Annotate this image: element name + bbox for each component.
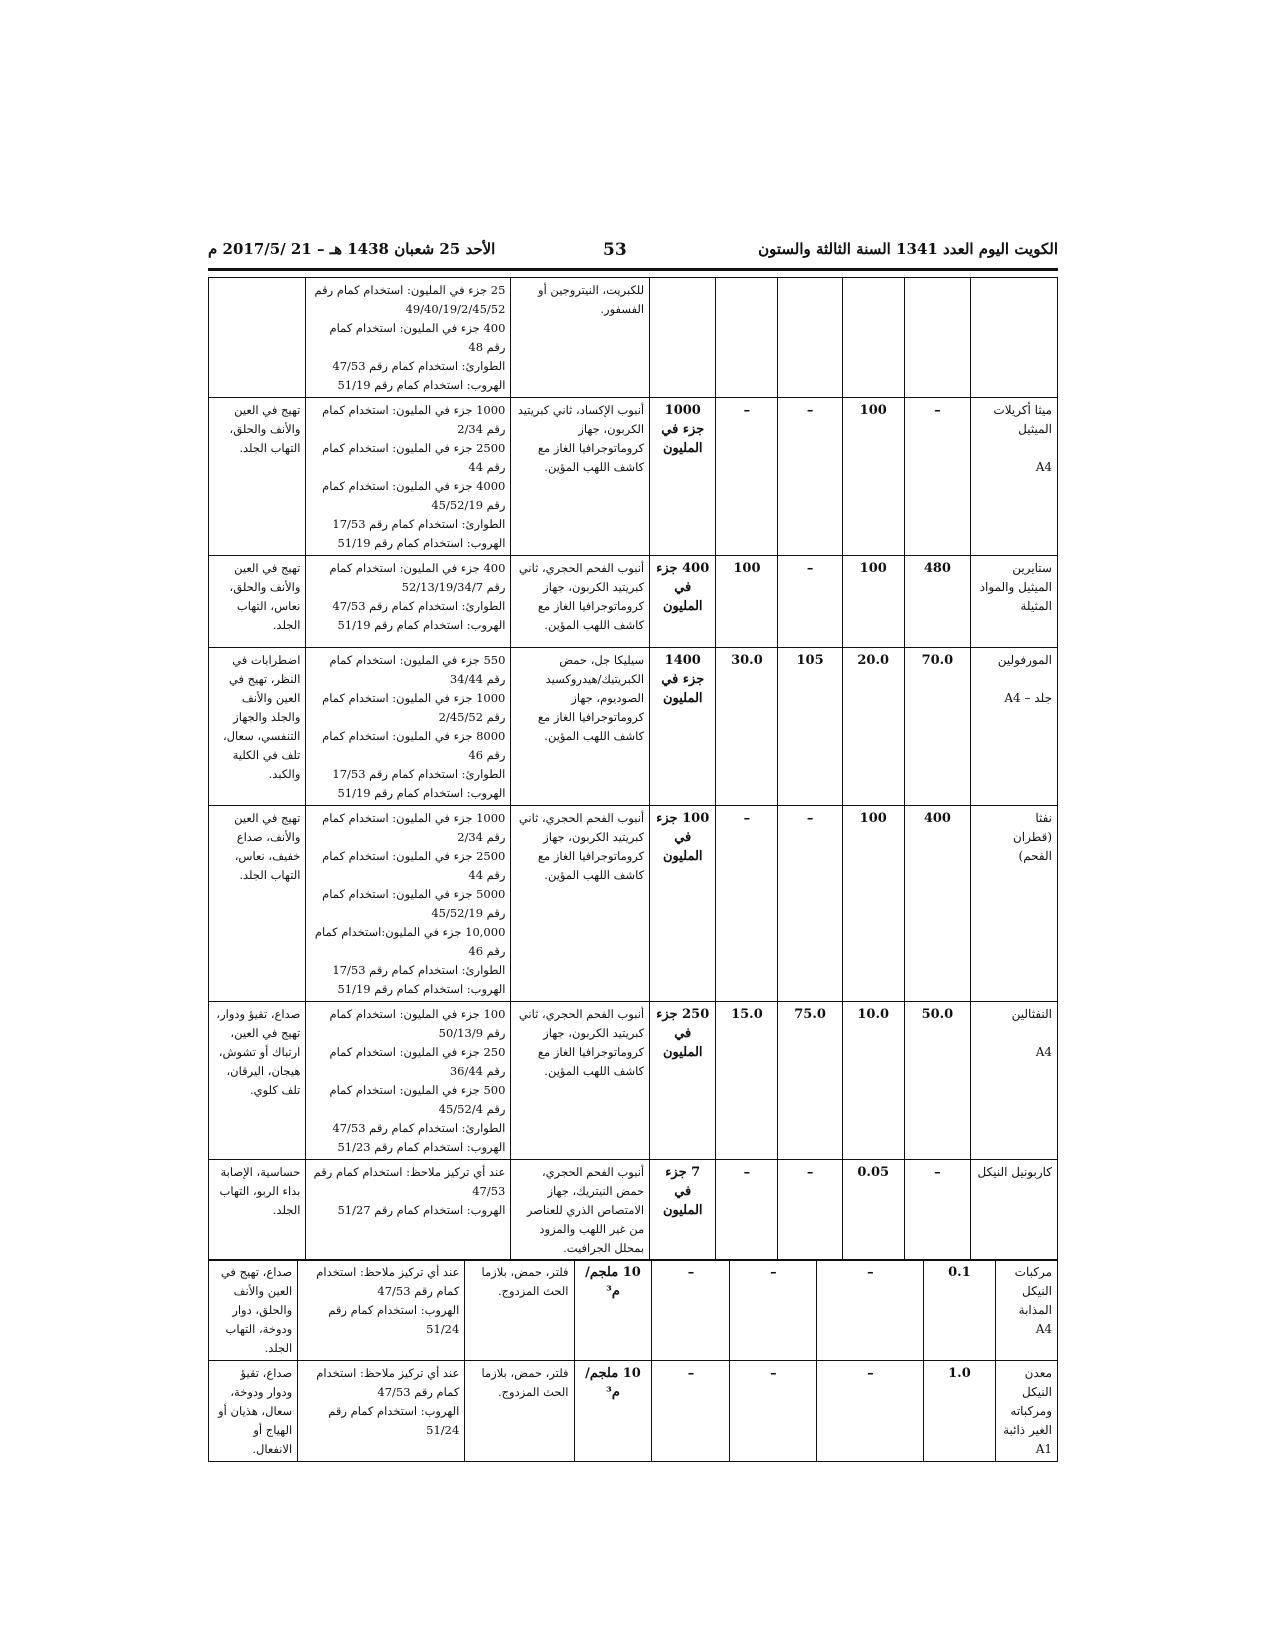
limit-value: 400 — [904, 806, 970, 1002]
limit-value: – — [817, 1361, 924, 1462]
table-row — [209, 278, 1058, 398]
idlh-value: 400 جزء في المليون — [650, 556, 716, 648]
idlh-value: 1400 جزء في المليون — [650, 648, 716, 806]
health-effects — [209, 278, 306, 398]
limit-value: 1.0 — [924, 1361, 995, 1462]
table-row — [209, 556, 1058, 648]
limit-value: 480 — [904, 556, 970, 648]
table-row — [209, 806, 1058, 1002]
limit-value: 30.0 — [716, 648, 778, 806]
limit-value: – — [716, 1160, 778, 1261]
health-effects: تهيج في العين والأنف والحلق، نعاس، التهاب الجلد. — [209, 556, 306, 648]
limit-value: – — [904, 1160, 970, 1261]
limit-value — [716, 278, 778, 398]
limit-value — [778, 278, 842, 398]
substance-name: كاربونيل النيكل — [971, 1160, 1058, 1261]
idlh-value: 10 ملجم/م³ — [574, 1260, 652, 1361]
page-number: 53 — [603, 240, 627, 260]
sampling-method: أنبوب الفحم الحجري، ثاني كبريتيد الكربون، جهاز كروماتوجرافيا الغاز مع كاشف اللهب المؤين. — [511, 556, 650, 648]
table-row — [209, 1160, 1058, 1261]
limit-value: – — [730, 1260, 817, 1361]
limit-value: – — [730, 1361, 817, 1462]
idlh-value: 7 جزء في المليون — [650, 1160, 716, 1261]
limit-value — [842, 278, 904, 398]
respirator-method: 25 جزء في المليون: استخدام كمام رقم 49/40/19/2/45/52 400 جزء في المليون: استخدام كمام رقم 48 الطوارئ: استخدام كمام رقم 47/53 الهروب: استخدام كمام رقم 51/19 — [306, 278, 511, 398]
newspaper-title: الكويت اليوم العدد 1341 السنة الثالثة والستون — [758, 240, 1058, 258]
limit-value: 70.0 — [904, 648, 970, 806]
page-header — [208, 238, 1058, 271]
limit-value: 10.0 — [842, 1002, 904, 1160]
substance-name: النفثالين A4 — [971, 1002, 1058, 1160]
idlh-value: 250 جزء في المليون — [650, 1002, 716, 1160]
limit-value: 0.05 — [842, 1160, 904, 1261]
table-row — [209, 1002, 1058, 1160]
table-row — [209, 1260, 1058, 1361]
table-row — [209, 648, 1058, 806]
limit-value: 0.1 — [924, 1260, 995, 1361]
health-effects: صداع، تقيؤ ودوار، تهيج في العين، ارتباك أو تشوش، هيجان، اليرقان، تلف كلوي. — [209, 1002, 306, 1160]
limit-value: – — [652, 1260, 730, 1361]
respirator-method: 1000 جزء في المليون: استخدام كمام رقم 2/34 2500 جزء في المليون: استخدام كمام رقم 44 5000 جزء في المليون: استخدام كمام رقم 45/52/19 10,000 جزء في المليون:استخدام كمام رقم 46 الطوارئ: استخدام كمام رقم 17/53 الهروب: استخدام كمام رقم 51/19 — [306, 806, 511, 1002]
health-effects: صداع، تقيؤ ودوار ودوخة، سعال، هذيان أو الهياج أو الانفعال. — [209, 1361, 298, 1462]
limit-value: – — [778, 556, 842, 648]
sampling-method: سيليكا جل، حمض الكبريتيك/هيدروكسيد الصوديوم، جهاز كروماتوجرافيا الغاز مع كاشف اللهب المؤين. — [511, 648, 650, 806]
substance-name: ستايرين الميثيل والمواد المثيلة — [971, 556, 1058, 648]
exposure-limits-table — [208, 277, 1058, 1261]
table-row — [209, 398, 1058, 556]
limit-value: 105 — [778, 648, 842, 806]
respirator-method: 1000 جزء في المليون: استخدام كمام رقم 2/34 2500 جزء في المليون: استخدام كمام رقم 44 4000 جزء في المليون: استخدام كمام رقم 45/52/19 الطوارئ: استخدام كمام رقم 17/53 الهروب: استخدام كمام رقم 51/19 — [306, 398, 511, 556]
sampling-method: فلتر، حمض، بلازما الحث المزدوج. — [465, 1260, 574, 1361]
sampling-method: فلتر، حمض، بلازما الحث المزدوج. — [465, 1361, 574, 1462]
limit-value: – — [904, 398, 970, 556]
sampling-method: أنبوب الإكساد، ثاني كبريتيد الكربون، جهاز كروماتوجرافيا الغاز مع كاشف اللهب المؤين. — [511, 398, 650, 556]
substance-name: معدن النيكل ومركباته الغير ذائبة A1 — [995, 1361, 1057, 1462]
limit-value: 15.0 — [716, 1002, 778, 1160]
respirator-method: 550 جزء في المليون: استخدام كمام رقم 34/44 1000 جزء في المليون: استخدام كمام رقم 2/45/52 8000 جزء في المليون: استخدام كمام رقم 46 الطوارئ: استخدام كمام رقم 17/53 الهروب: استخدام كمام رقم 51/19 — [306, 648, 511, 806]
sampling-method: للكبريت، النيتروجين أو الفسفور. — [511, 278, 650, 398]
limit-value: 100 — [842, 556, 904, 648]
substance-name: نفثا (قطران الفحم) — [971, 806, 1058, 1002]
respirator-method: عند أي تركيز ملاحظ: استخدام كمام رقم 47/53 الهروب: استخدام كمام رقم 51/24 — [298, 1361, 465, 1462]
health-effects: صداع، تهيج في العين والأنف والحلق، دوار ودوخة، التهاب الجلد. — [209, 1260, 298, 1361]
limit-value: 100 — [842, 398, 904, 556]
limit-value: 20.0 — [842, 648, 904, 806]
respirator-method: 100 جزء في المليون: استخدام كمام رقم 50/13/9 250 جزء في المليون: استخدام كمام رقم 36/44 500 جزء في المليون: استخدام كمام رقم 45/52/4 الطوارئ: استخدام كمام رقم 47/53 الهروب: استخدام كمام رقم 51/23 — [306, 1002, 511, 1160]
limit-value: – — [716, 398, 778, 556]
sampling-method: أنبوب الفحم الحجري، حمض النيتريك، جهاز الامتصاص الذري للعناصر من غير اللهب والمزود بمحلل الجرافيت. — [511, 1160, 650, 1261]
health-effects: تهيج في العين والأنف والحلق، التهاب الجلد. — [209, 398, 306, 556]
sampling-method: أنبوب الفحم الحجري، ثاني كبريتيد الكربون، جهاز كروماتوجرافيا الغاز مع كاشف اللهب المؤين. — [511, 1002, 650, 1160]
limit-value: 100 — [842, 806, 904, 1002]
sampling-method: أنبوب الفحم الحجري، ثاني كبريتيد الكربون، جهاز كروماتوجرافيا الغاز مع كاشف اللهب المؤين. — [511, 806, 650, 1002]
respirator-method: عند أي تركيز ملاحظ: استخدام كمام رقم 47/53 الهروب: استخدام كمام رقم 51/27 — [306, 1160, 511, 1261]
limit-value: 50.0 — [904, 1002, 970, 1160]
limit-value: – — [778, 398, 842, 556]
limit-value: – — [716, 806, 778, 1002]
substance-name — [971, 278, 1058, 398]
substance-name: مركبات النيكل المذابة A4 — [995, 1260, 1057, 1361]
idlh-value: 1000 جزء في المليون — [650, 398, 716, 556]
nickel-compounds-table — [208, 1259, 1058, 1462]
health-effects: اضطرابات في النظر، تهيج في العين والأنف والجلد والجهاز التنفسي، سعال، تلف في الكلية والكبد. — [209, 648, 306, 806]
issue-date: الأحد 25 شعبان 1438 هـ – 21 /2017/5 م — [208, 240, 496, 258]
health-effects: حساسية، الإصابة بداء الربو، التهاب الجلد. — [209, 1160, 306, 1261]
idlh-value — [650, 278, 716, 398]
limit-value: 100 — [716, 556, 778, 648]
substance-name: المورفولين جلد – A4 — [971, 648, 1058, 806]
limit-value: – — [652, 1361, 730, 1462]
substance-name: ميثا أكريلات الميثيل A4 — [971, 398, 1058, 556]
table-row — [209, 1361, 1058, 1462]
idlh-value: 100 جزء في المليون — [650, 806, 716, 1002]
limit-value — [904, 278, 970, 398]
idlh-value: 10 ملجم/م³ — [574, 1361, 652, 1462]
limit-value: – — [778, 1160, 842, 1261]
respirator-method: عند أي تركيز ملاحظ: استخدام كمام رقم 47/53 الهروب: استخدام كمام رقم 51/24 — [298, 1260, 465, 1361]
limit-value: – — [817, 1260, 924, 1361]
respirator-method: 400 جزء في المليون: استخدام كمام رقم 52/13/19/34/7 الطوارئ: استخدام كمام رقم 47/53 الهروب: استخدام كمام رقم 51/19 — [306, 556, 511, 648]
health-effects: تهيج في العين والأنف، صداع خفيف، نعاس، التهاب الجلد. — [209, 806, 306, 1002]
limit-value: 75.0 — [778, 1002, 842, 1160]
limit-value: – — [778, 806, 842, 1002]
